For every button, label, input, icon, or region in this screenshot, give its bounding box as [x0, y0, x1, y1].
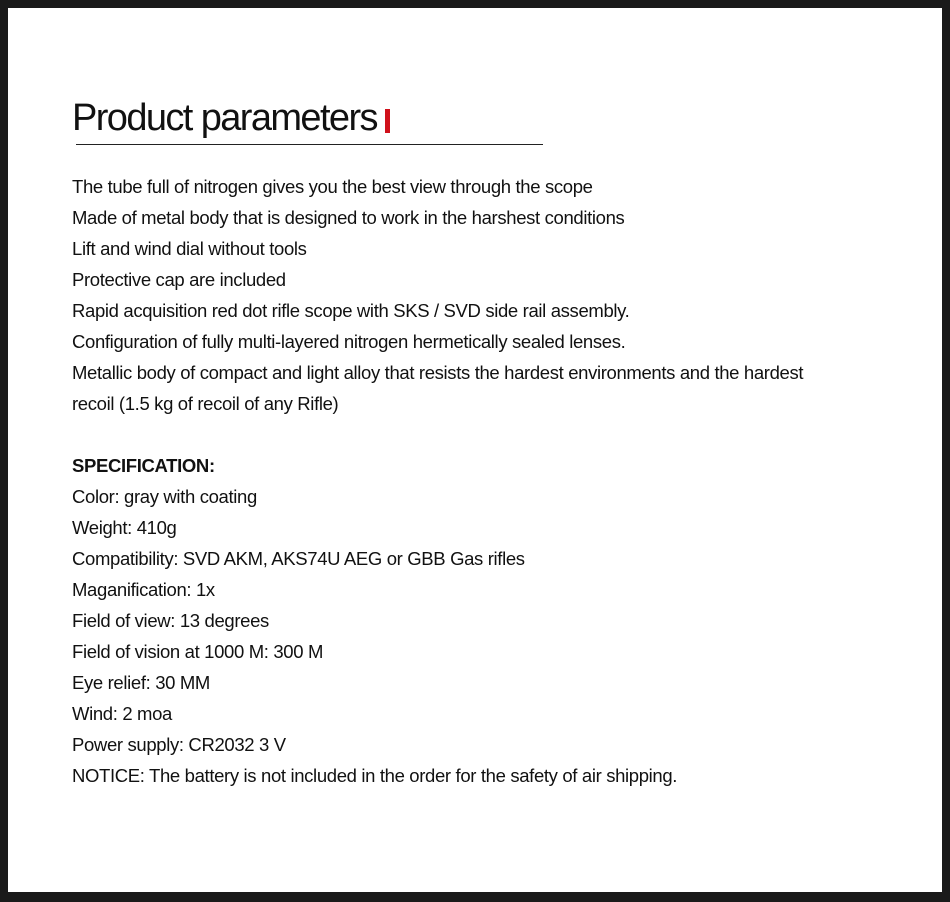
- spec-heading: SPECIFICATION:: [72, 455, 215, 476]
- product-description: [72, 171, 832, 791]
- feature-line: The tube full of nitrogen gives you the best view through the scope: [72, 176, 593, 197]
- feature-line: Made of metal body that is designed to work in the harshest conditions: [72, 207, 625, 228]
- spec-line: Eye relief: 30 MM: [72, 672, 210, 693]
- spec-line: Field of vision at 1000 M: 300 M: [72, 641, 324, 662]
- page-title: Product parameters: [72, 97, 377, 139]
- feature-line: Metallic body of compact and light alloy that resists the hardest environments and the hardest recoil (1.5 kg of recoil of any Rifle): [72, 362, 804, 414]
- feature-line: Lift and wind dial without tools: [72, 238, 307, 259]
- title-row: [72, 96, 390, 140]
- spec-line: Power supply: CR2032 3 V: [72, 734, 286, 755]
- spec-line: Color: gray with coating: [72, 486, 257, 507]
- feature-line: Protective cap are included: [72, 269, 286, 290]
- spec-line: Weight: 410g: [72, 517, 177, 538]
- section-spacer: [72, 419, 832, 450]
- feature-line: Configuration of fully multi-layered nitrogen hermetically sealed lenses.: [72, 331, 626, 352]
- feature-line: Rapid acquisition red dot rifle scope with SKS / SVD side rail assembly.: [72, 300, 630, 321]
- spec-line: Wind: 2 moa: [72, 703, 172, 724]
- title-accent-bar: [385, 109, 390, 133]
- spec-line: Compatibility: SVD AKM, AKS74U AEG or GBB Gas rifles: [72, 548, 525, 569]
- spec-line: Field of view: 13 degrees: [72, 610, 269, 631]
- spec-line: Maganification: 1x: [72, 579, 215, 600]
- product-panel: [8, 8, 942, 892]
- spec-line: NOTICE: The battery is not included in the order for the safety of air shipping.: [72, 765, 678, 786]
- title-underline: [76, 144, 543, 145]
